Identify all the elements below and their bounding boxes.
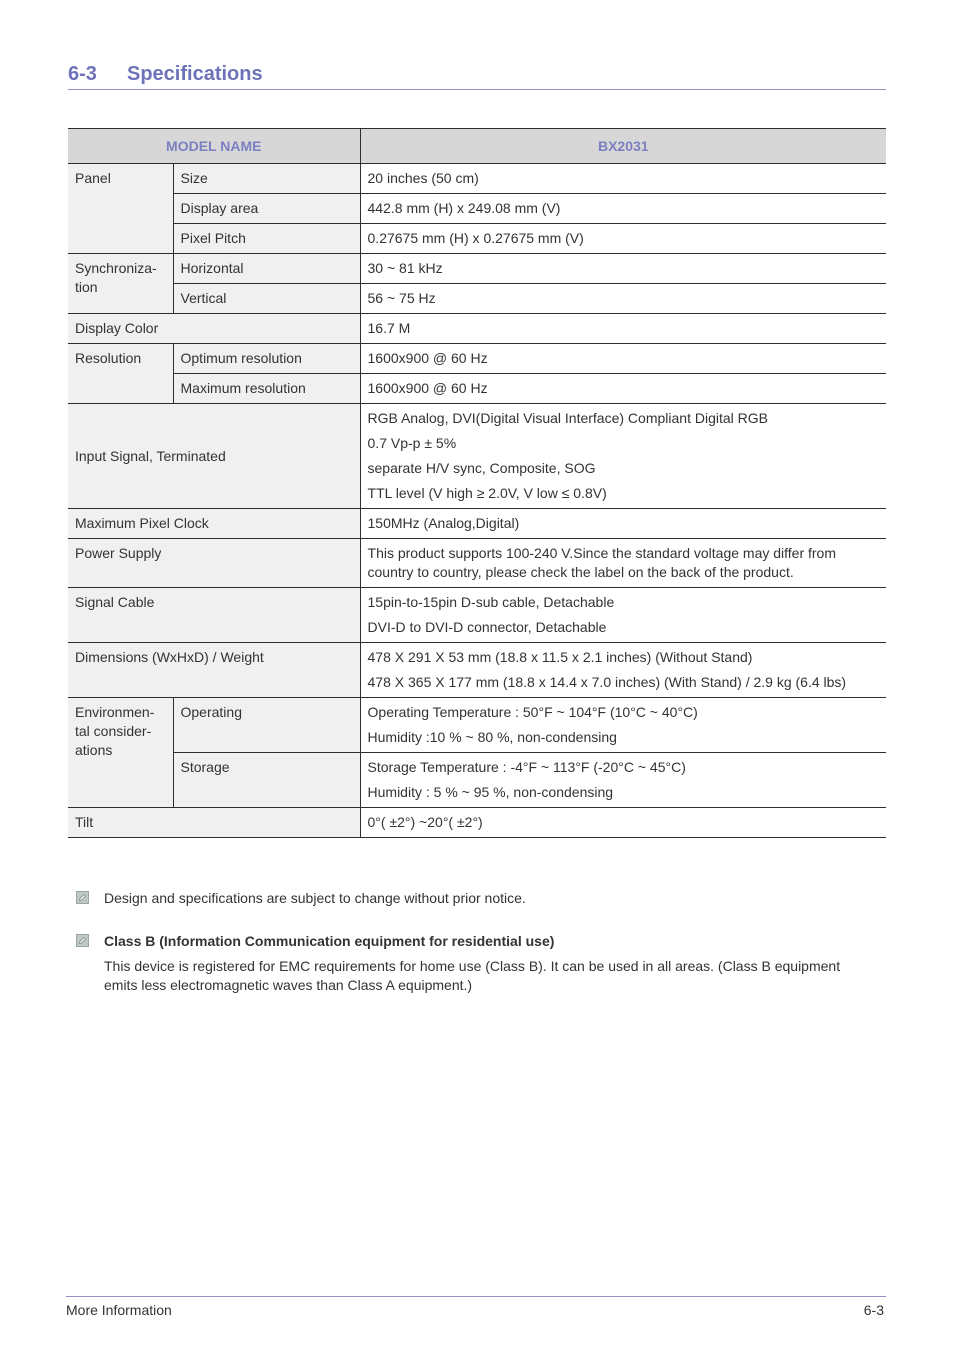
size-label: Size — [173, 164, 360, 194]
table-row — [68, 224, 886, 254]
optimum-resolution-label: Optimum resolution — [173, 344, 360, 374]
model-value-header: BX2031 — [360, 129, 886, 164]
note-item — [76, 932, 876, 995]
storage-line: Humidity : 5 % ~ 95 %, non-condensing — [367, 784, 614, 800]
dimensions-value — [360, 643, 886, 698]
synchronization-label-line: tion — [75, 279, 98, 295]
tilt-label: Tilt — [68, 808, 360, 838]
panel-label: Panel — [68, 164, 173, 254]
footer-page-number: 6-3 — [863, 1302, 884, 1318]
section-title: Specifications — [127, 63, 263, 85]
signal-cable-line: DVI-D to DVI-D connector, Detachable — [367, 619, 607, 635]
footer-section: More Information — [66, 1302, 172, 1318]
pixel-pitch-value: 0.27675 mm (H) x 0.27675 mm (V) — [360, 224, 886, 254]
horizontal-value: 30 ~ 81 kHz — [360, 254, 886, 284]
input-signal-line: separate H/V sync, Composite, SOG — [367, 460, 596, 476]
table-row — [68, 588, 886, 643]
size-value: 20 inches (50 cm) — [360, 164, 886, 194]
operating-line: Operating Temperature : 50°F ~ 104°F (10°C ~ 40°C) — [367, 704, 698, 720]
input-signal-label: Input Signal, Terminated — [68, 404, 360, 509]
table-row — [68, 374, 886, 404]
environmental-label-line: ations — [75, 742, 113, 758]
signal-cable-value — [360, 588, 886, 643]
signal-cable-line: 15pin-to-15pin D-sub cable, Detachable — [367, 594, 615, 610]
notes — [76, 889, 876, 995]
tilt-value: 0°( ±2°) ~20°( ±2°) — [360, 808, 886, 838]
table-row — [68, 314, 886, 344]
input-signal-line: 0.7 Vp-p ± 5% — [367, 435, 457, 451]
synchronization-label — [68, 254, 173, 314]
section-number: 6-3 — [68, 63, 97, 85]
input-signal-value — [360, 404, 886, 509]
table-row — [68, 254, 886, 284]
storage-label: Storage — [173, 753, 360, 808]
maximum-resolution-label: Maximum resolution — [173, 374, 360, 404]
table-row — [68, 698, 886, 753]
dimensions-label: Dimensions (WxHxD) / Weight — [68, 643, 360, 698]
max-pixel-clock-label: Maximum Pixel Clock — [68, 509, 360, 539]
max-pixel-clock-value: 150MHz (Analog,Digital) — [360, 509, 886, 539]
resolution-label: Resolution — [68, 344, 173, 404]
synchronization-label-line: Synchroniza- — [75, 260, 157, 276]
table-row — [68, 194, 886, 224]
section-heading — [68, 62, 886, 90]
input-signal-line: TTL level (V high ≥ 2.0V, V low ≤ 0.8V) — [367, 485, 607, 501]
table-row — [68, 509, 886, 539]
display-area-value: 442.8 mm (H) x 249.08 mm (V) — [360, 194, 886, 224]
note-body: This device is registered for EMC requirements for home use (Class B). It can be used in all areas. (Class B equipment emits less electromagnetic waves than Class A equipment.) — [104, 958, 841, 993]
table-row — [68, 164, 886, 194]
specifications-table — [68, 128, 886, 838]
page-footer — [66, 1296, 886, 1320]
note-title: Class B (Information Communication equipment for residential use) — [104, 933, 555, 949]
display-area-label: Display area — [173, 194, 360, 224]
pixel-pitch-label: Pixel Pitch — [173, 224, 360, 254]
power-supply-value: This product supports 100-240 V.Since the standard voltage may differ from country to country, please check the label on the back of the product. — [360, 539, 886, 588]
display-color-label: Display Color — [68, 314, 360, 344]
note-text: Design and specifications are subject to change without prior notice. — [104, 890, 526, 906]
optimum-resolution-value: 1600x900 @ 60 Hz — [360, 344, 886, 374]
dimensions-line: 478 X 291 X 53 mm (18.8 x 11.5 x 2.1 inches) (Without Stand) — [367, 649, 753, 665]
signal-cable-label: Signal Cable — [68, 588, 360, 643]
table-row — [68, 753, 886, 808]
display-color-value: 16.7 M — [360, 314, 886, 344]
power-supply-label: Power Supply — [68, 539, 360, 588]
storage-value — [360, 753, 886, 808]
note-pencil-icon — [76, 891, 89, 904]
storage-line: Storage Temperature : -4°F ~ 113°F (-20°C ~ 45°C) — [367, 759, 686, 775]
vertical-label: Vertical — [173, 284, 360, 314]
table-header-row — [68, 129, 886, 164]
environmental-label — [68, 698, 173, 808]
vertical-value: 56 ~ 75 Hz — [360, 284, 886, 314]
table-row — [68, 284, 886, 314]
table-row — [68, 539, 886, 588]
operating-line: Humidity :10 % ~ 80 %, non-condensing — [367, 729, 617, 745]
table-row — [68, 808, 886, 838]
operating-label: Operating — [173, 698, 360, 753]
environmental-label-line: tal consider- — [75, 723, 152, 739]
table-row — [68, 643, 886, 698]
table-row — [68, 344, 886, 374]
note-item — [76, 889, 876, 908]
model-name-header: MODEL NAME — [68, 129, 360, 164]
note-pencil-icon — [76, 934, 89, 947]
operating-value — [360, 698, 886, 753]
environmental-label-line: Environmen- — [75, 704, 155, 720]
input-signal-line: RGB Analog, DVI(Digital Visual Interface) Compliant Digital RGB — [367, 410, 768, 426]
maximum-resolution-value: 1600x900 @ 60 Hz — [360, 374, 886, 404]
dimensions-line: 478 X 365 X 177 mm (18.8 x 14.4 x 7.0 inches) (With Stand) / 2.9 kg (6.4 lbs) — [367, 674, 847, 690]
table-row — [68, 404, 886, 509]
horizontal-label: Horizontal — [173, 254, 360, 284]
